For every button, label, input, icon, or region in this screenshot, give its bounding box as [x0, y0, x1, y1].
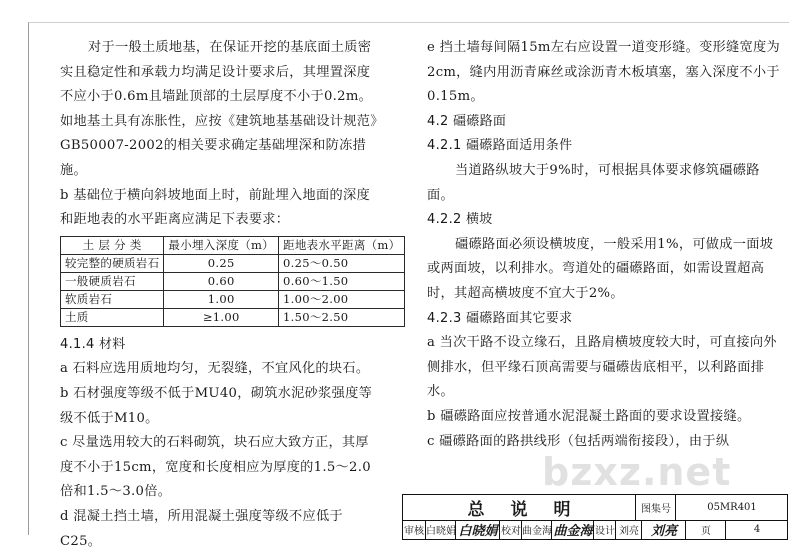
title-block-top-row: [403, 495, 787, 521]
table-header: 最小埋入深度（m）: [164, 236, 279, 254]
table-header: 土 层 分 类: [61, 236, 164, 254]
table-cell: 1.00: [164, 290, 279, 308]
table-cell: 0.25～0.50: [279, 254, 405, 272]
item-e-joints: e 挡土墙每间隔15m左右应设置一道变形缝。变形缝宽度为2cm，缝内用沥青麻丝或涂沥青木板填塞，塞入深度不小于0.15m。: [427, 40, 780, 105]
table-cell: 软质岩石: [61, 290, 164, 308]
table-cell: 1.00～2.00: [279, 290, 405, 308]
section-heading-4-2-1: 4.2.1 礓礤路面适用条件: [427, 138, 573, 154]
table-cell: 0.60: [164, 272, 279, 290]
item-b-strength: b 石材强度等级不低于MU40，砌筑水泥砂浆强度等级不低于M10。: [60, 385, 373, 426]
left-column: [60, 36, 401, 554]
reviewer-name: 白晓娟: [425, 520, 456, 539]
checker-name: 曲金海: [521, 520, 552, 539]
item-b-slope: b 基础位于横向斜坡地面上时，前趾埋入地面的深度和距地表的水平距离应满足下表要求：: [60, 187, 370, 228]
table-row: [61, 290, 405, 308]
watermark: bzxz.net: [542, 450, 732, 494]
check-label: 校对: [499, 520, 522, 539]
section-heading-materials: 4.1.4 材料: [60, 336, 126, 352]
table-cell: 1.50～2.50: [279, 308, 405, 326]
title-block: [402, 494, 788, 540]
table-cell: ≥1.00: [164, 308, 279, 326]
page-label: 页: [685, 520, 726, 539]
item-a-drainage: a 当次干路不设立缘石，且路肩横坡度较大时，可直接向外侧排水，但平缘石顶高需要与礓礤齿底相平，以利路面排水。: [427, 335, 777, 400]
page-number: 4: [725, 520, 788, 539]
design-label: 设计: [593, 520, 616, 539]
atlas-number: 05MR401: [675, 495, 788, 520]
table-cell: 0.25: [164, 254, 279, 272]
designer-signature: 刘亮: [641, 520, 686, 539]
section-heading-4-2-2: 4.2.2 横坡: [427, 212, 493, 228]
table-row: [61, 254, 405, 272]
paragraph-applicability: 当道路纵坡大于9%时，可根据具体要求修筑礓礤路面。: [427, 162, 760, 203]
item-b-joints: b 礓礤路面应按普通水泥混凝土路面的要求设置接缝。: [427, 408, 751, 424]
item-c-masonry: c 尽量选用较大的石料砌筑，块石应大致方正，其厚度不小于15cm，宽度和长度相应为厚度的1.5～2.0倍和1.5～3.0倍。: [60, 435, 371, 500]
review-label: 审核: [404, 526, 424, 537]
item-a-stone: a 石料应选用质地均匀，无裂缝，不宜风化的块石。: [60, 361, 370, 377]
drawing-title: 总说明: [467, 500, 597, 520]
table-cell: 0.60～1.50: [279, 272, 405, 290]
table-cell: 较完整的硬质岩石: [61, 254, 164, 272]
item-c-crown: c 礓礤路面的路拱线形（包括两端衔接段），由于纵: [427, 433, 730, 449]
reviewer-signature: 白晓娟: [455, 520, 500, 539]
paragraph-foundation-depth: 对于一般土质地基，在保证开挖的基底面土质密实且稳定性和承载力均满足设计要求后，其埋置深度不应小于0.6m且墙趾顶部的土层厚度不小于0.2m。如地基土具有冻胀性，应按《建筑地基基础设计规范》GB50007-2002的相关要求确定基础埋深和防冻措施。: [60, 40, 378, 178]
table-header: 距地表水平距离（m）: [279, 236, 405, 254]
table-header-row: [61, 236, 405, 254]
title-block-signature-row: [403, 520, 787, 539]
item-d-concrete: d 混凝土挡土墙，所用混凝土强度等级不应低于C25。: [60, 508, 343, 549]
table-row: [61, 272, 405, 290]
section-heading-4-2-3: 4.2.3 礓礤路面其它要求: [427, 310, 573, 326]
section-heading-4-2: 4.2 礓礤路面: [427, 113, 507, 129]
right-column: [427, 36, 782, 454]
table-row: [61, 308, 405, 326]
table-cell: 一般硬质岩石: [61, 272, 164, 290]
checker-signature: 曲金海: [551, 520, 594, 539]
embedment-table: [60, 236, 405, 327]
paragraph-cross-slope: 礓礤路面必须设横坡度，一般采用1%，可做成一面坡或两面坡，以利排水。弯道处的礓礤路面，如需设置超高时，其超高横坡度不宜大于2%。: [427, 236, 774, 301]
atlas-number-label: 图集号: [635, 495, 676, 520]
designer-name: 刘亮: [615, 520, 642, 539]
table-cell: 土质: [61, 308, 164, 326]
